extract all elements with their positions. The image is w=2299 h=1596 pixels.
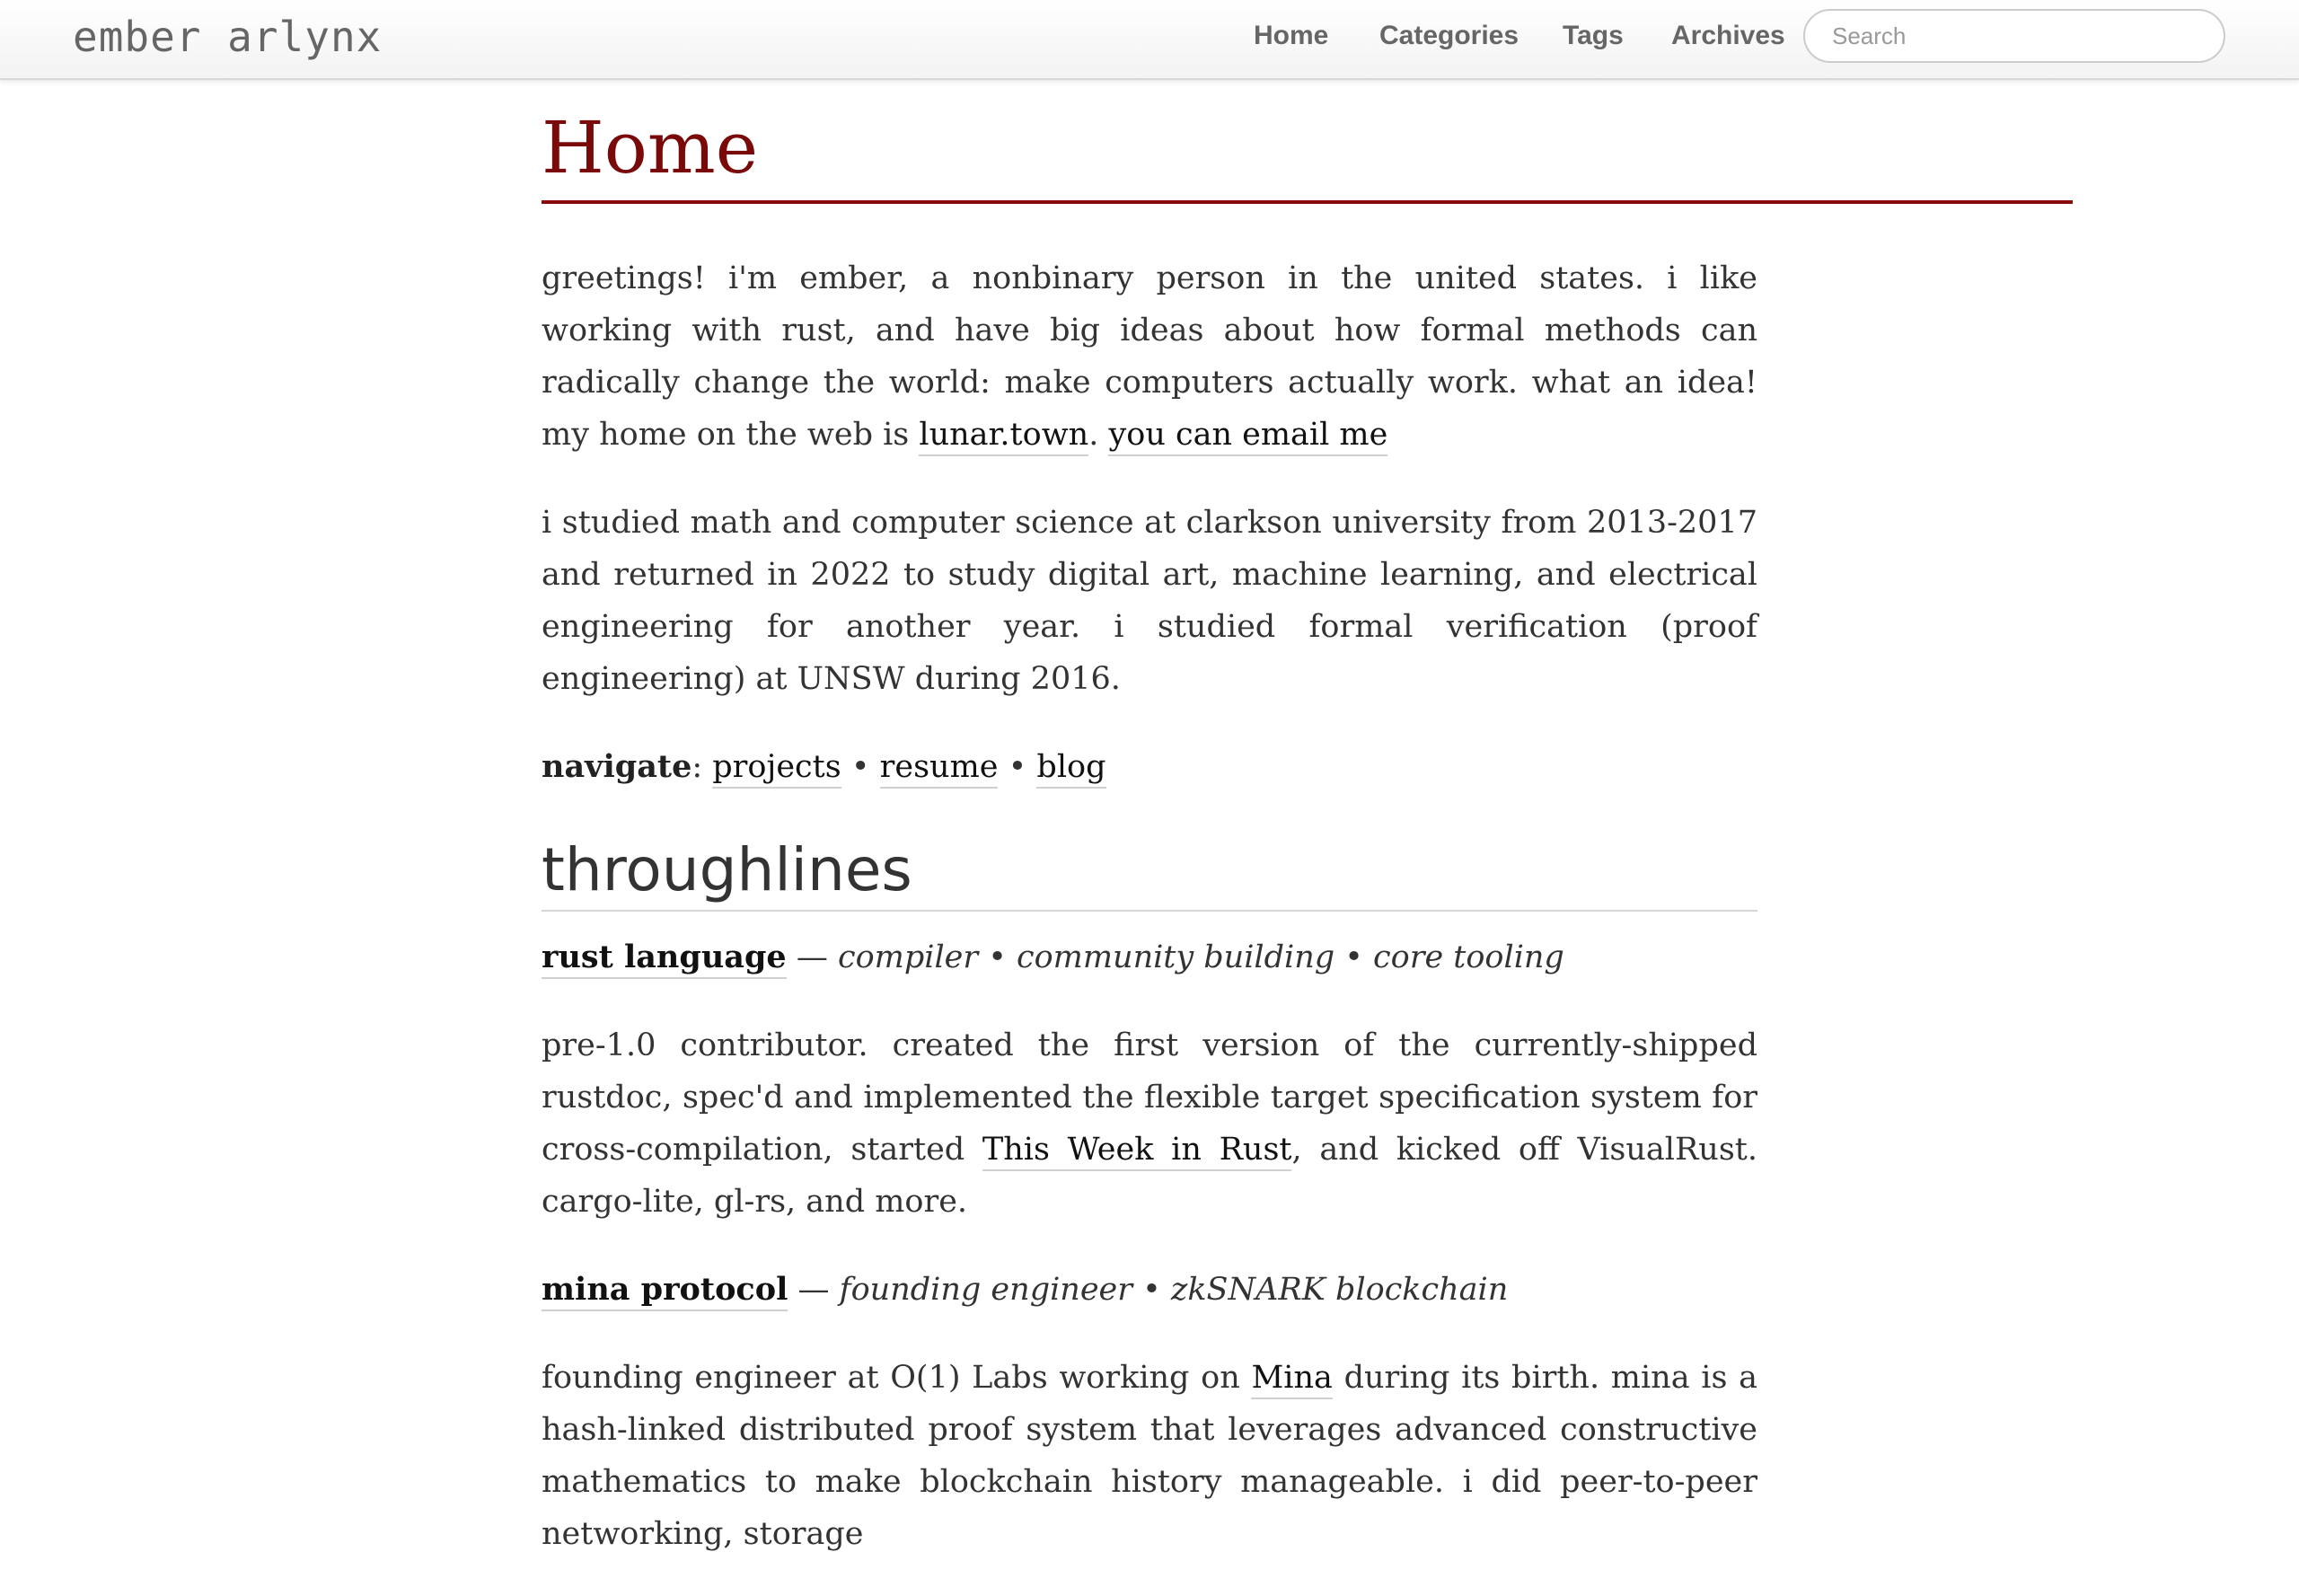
navigate-colon: : [691,749,703,785]
rust-desc-text-end: , and kicked off VisualRust. cargo-lite, gl-rs, and more. [542,1132,1757,1220]
mina-desc-text: founding engineer at O(1) Labs working on [542,1360,1252,1396]
nav-tags-link[interactable]: Tags [1563,21,1624,50]
navigate-line [542,741,1757,793]
throughline-tags: founding engineer • zkSNARK blockchain [839,1272,1509,1308]
this-week-in-rust-link[interactable]: This Week in Rust [982,1132,1292,1171]
throughline-dash: — [796,939,828,975]
intro-text: greetings! i'm ember, a nonbinary person in the united states. i like working with rust, and have big ideas about how formal methods can radically change the world: make computers actually work. what an idea! my home on the web is [542,260,1757,453]
lunar-town-link[interactable]: lunar.town [919,417,1088,456]
throughline-tags: compiler • community building • core tooling [837,939,1564,975]
nav-home-link[interactable]: Home [1254,21,1329,50]
mina-link[interactable]: Mina [1251,1360,1332,1399]
search-input[interactable] [1803,9,2225,63]
page-title: Home [542,106,759,190]
nav-archives-link[interactable]: Archives [1671,21,1785,50]
throughlines-heading: throughlines [542,834,1757,912]
navigate-label: navigate [542,748,692,785]
mina-desc-text-end: during its birth. mina is a hash-linked distributed proof system that leverages advanced constructive mathematics to make blockchain history manageable. i did peer-to-peer networking, storage [542,1360,1757,1552]
rust-language-link[interactable]: rust language [542,939,787,979]
nav-separator: • [1008,749,1027,785]
mina-protocol-link[interactable]: mina protocol [542,1271,788,1311]
throughline-dash: — [797,1272,830,1308]
mina-description [542,1352,1757,1560]
rust-description [542,1019,1757,1228]
projects-link[interactable]: projects [712,749,841,789]
throughline-rust-header [542,931,1757,983]
top-navbar [0,0,2299,80]
education-paragraph: i studied math and computer science at clarkson university from 2013-2017 and returned in 2022 to study digital art, machine learning, and electrical engineering for another year. i studied formal verification (proof engineering) at UNSW during 2016. [542,505,1757,697]
nav-separator: • [850,749,870,785]
nav-categories-link[interactable]: Categories [1379,21,1519,50]
throughline-mina-header [542,1264,1757,1316]
site-brand-link[interactable]: ember arlynx [73,13,383,61]
intro-paragraph [542,252,1757,461]
resume-link[interactable]: resume [880,749,999,789]
main-content [542,252,1757,1596]
rust-desc-text: pre-1.0 contributor. created the first version of the currently-shipped rustdoc, spec'd and implemented the flexible target specification system for cross-compilation, started [542,1027,1757,1168]
intro-period: . [1088,417,1099,453]
email-link[interactable]: you can email me [1108,417,1387,456]
blog-link[interactable]: blog [1036,749,1105,789]
title-divider [542,200,2073,204]
